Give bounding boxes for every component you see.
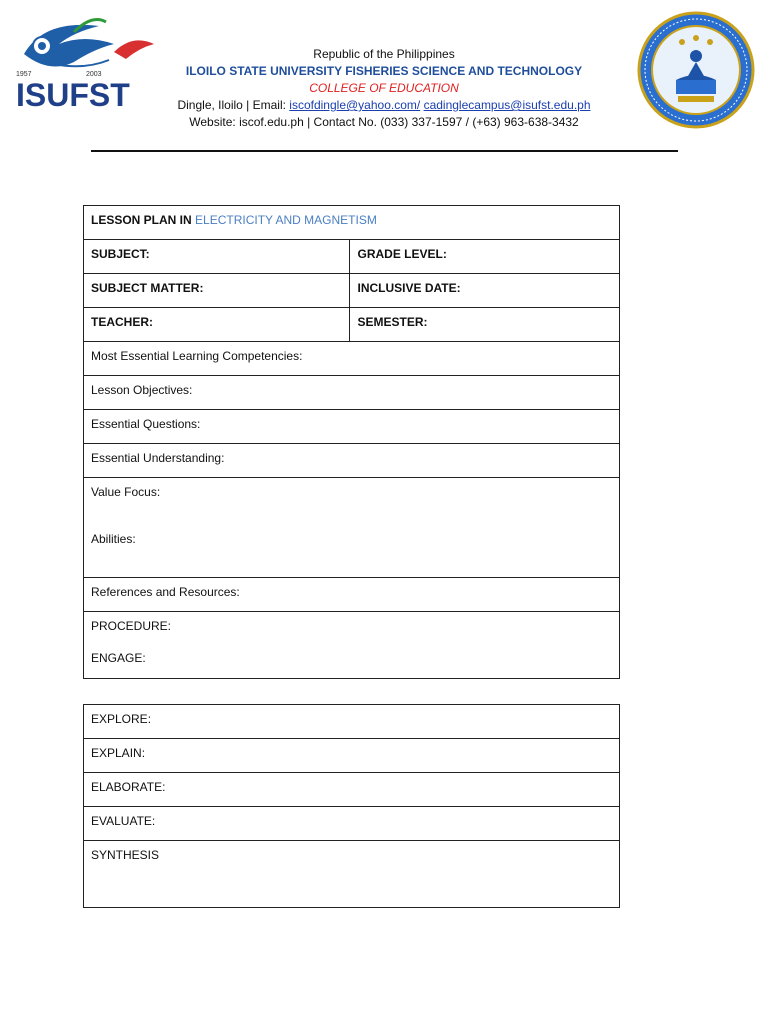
objectives-field[interactable]: Lesson Objectives: — [84, 376, 620, 410]
lesson-plan-title — [84, 206, 620, 240]
header-divider — [91, 150, 678, 152]
explore-field[interactable]: EXPLORE: — [84, 705, 620, 739]
elaborate-field[interactable]: ELABORATE: — [84, 773, 620, 807]
competencies-field[interactable]: Most Essential Learning Competencies: — [84, 342, 620, 376]
logo-year-right: 2003 — [86, 71, 102, 78]
email-link-2[interactable]: cadinglecampus@isufst.edu.ph — [423, 98, 591, 112]
references-field[interactable]: References and Resources: — [84, 578, 620, 612]
republic-line: Republic of the Philippines — [313, 47, 455, 61]
address-line — [150, 97, 618, 114]
value-focus-field[interactable] — [84, 478, 620, 578]
engage-label: ENGAGE: — [91, 651, 146, 665]
subject-matter-field[interactable]: SUBJECT MATTER: — [84, 274, 350, 308]
procedure-field[interactable] — [84, 612, 620, 679]
synthesis-field[interactable]: SYNTHESIS — [84, 841, 620, 908]
address-prefix: Dingle, Iloilo | Email: — [177, 98, 290, 112]
abilities-label: Abilities: — [91, 532, 136, 546]
teacher-field[interactable]: TEACHER: — [84, 308, 350, 342]
semester-field[interactable]: SEMESTER: — [350, 308, 620, 342]
website-contact-line: Website: iscof.edu.ph | Contact No. (033) 337-1597 / (+63) 963-638-3432 — [189, 115, 579, 129]
explain-field[interactable]: EXPLAIN: — [84, 739, 620, 773]
essential-understanding-field[interactable]: Essential Understanding: — [84, 444, 620, 478]
email-link-1[interactable]: iscofdingle@yahoo.com/ — [289, 98, 421, 112]
lesson-plan-label: LESSON PLAN IN — [91, 213, 192, 227]
document-header — [0, 0, 768, 140]
lesson-plan-subject: ELECTRICITY AND MAGNETISM — [195, 213, 377, 227]
institution-info — [150, 46, 618, 131]
essential-questions-field[interactable]: Essential Questions: — [84, 410, 620, 444]
grade-level-field[interactable]: GRADE LEVEL: — [350, 240, 620, 274]
evaluate-field[interactable]: EVALUATE: — [84, 807, 620, 841]
logo-wordmark: ISUFST — [16, 77, 130, 113]
university-name: ILOILO STATE UNIVERSITY FISHERIES SCIENCE AND TECHNOLOGY — [185, 64, 583, 78]
lesson-plan-table — [83, 205, 620, 679]
procedure-table — [83, 704, 620, 908]
college-seal — [636, 10, 756, 130]
logo-year-left: 1957 — [16, 71, 32, 78]
procedure-label: PROCEDURE: — [91, 619, 172, 633]
inclusive-date-field[interactable]: INCLUSIVE DATE: — [350, 274, 620, 308]
college-name: COLLEGE OF EDUCATION — [309, 81, 459, 95]
value-focus-label: Value Focus: — [91, 485, 161, 499]
isufst-logo — [14, 14, 164, 114]
subject-field[interactable]: SUBJECT: — [84, 240, 350, 274]
